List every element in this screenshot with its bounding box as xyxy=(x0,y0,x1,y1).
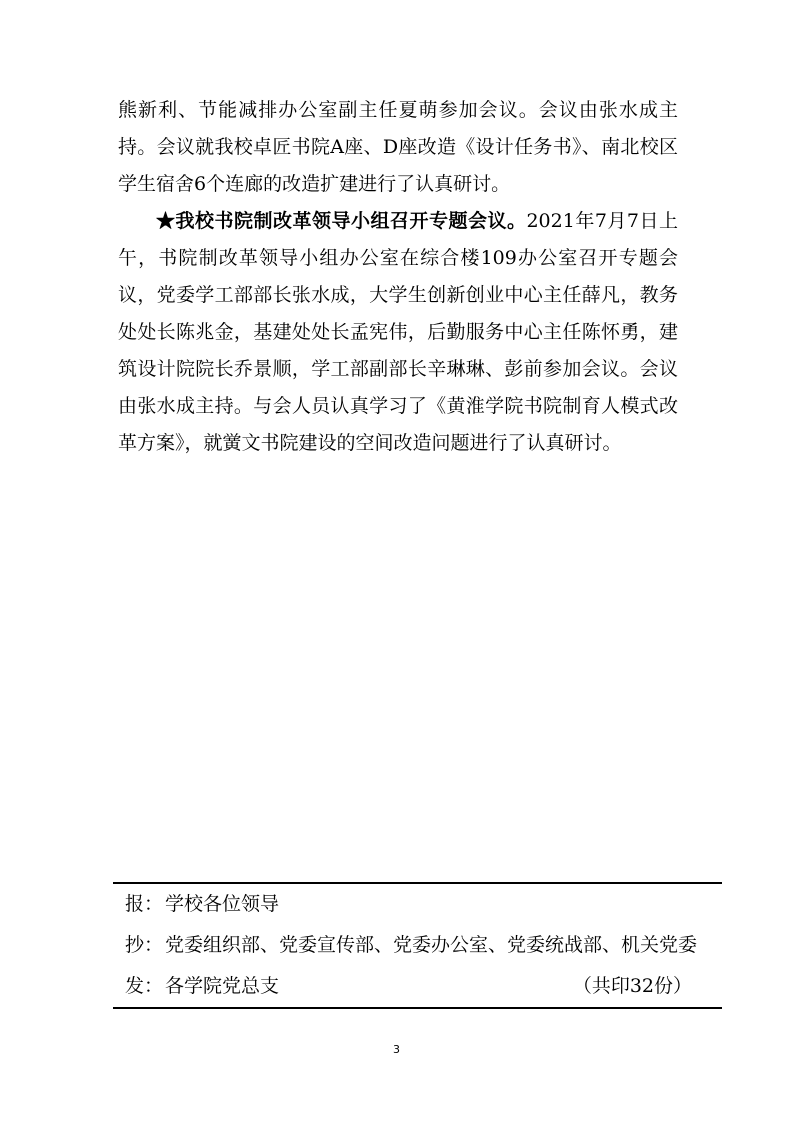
paragraph-text: 2021年7月7日上午，书院制改革领导小组办公室在综合楼109办公室召开专题会议，党委学工部部长张水成，大学生创新创业中心主任薛凡，教务处处长陈兆金，基建处处长孟宪伟，后勤服务中心主任陈怀勇，建筑设计院院长乔景顺，学工部副部长辛琳琳、彭前参加会议。会议由张水成主持。与会人员认真学习了《黄淮学院书院制育人模式改革方案》，就黉文书院建设的空间改造问题进行了认真研讨。 xyxy=(118,210,678,454)
copy-value: 党委组织部、党委宣传部、党委办公室、党委统战部、机关党委 xyxy=(165,934,698,956)
report-value: 学校各位领导 xyxy=(165,893,280,915)
copy-line xyxy=(113,925,722,966)
page-number: 3 xyxy=(393,1043,400,1056)
news-headline: ★我校书院制改革领导小组召开专题会议。 xyxy=(156,210,527,232)
send-label: 发： xyxy=(125,975,164,997)
report-line xyxy=(113,884,722,925)
copy-label: 抄： xyxy=(125,934,164,956)
send-line xyxy=(113,966,722,1007)
print-count: （共印32份） xyxy=(572,975,692,997)
paragraph-news-item xyxy=(118,203,678,462)
report-label: 报： xyxy=(125,893,164,915)
bottom-rule xyxy=(113,1007,722,1009)
send-value: 各学院党总支 xyxy=(165,975,280,997)
distribution-block xyxy=(113,882,722,1009)
body-text xyxy=(118,92,678,462)
paragraph-continued xyxy=(118,92,678,203)
paragraph-text: 熊新利、节能减排办公室副主任夏萌参加会议。会议由张水成主持。会议就我校卓匠书院A座、D座改造《设计任务书》、南北校区学生宿舍6个连廊的改造扩建进行了认真研讨。 xyxy=(118,99,678,195)
